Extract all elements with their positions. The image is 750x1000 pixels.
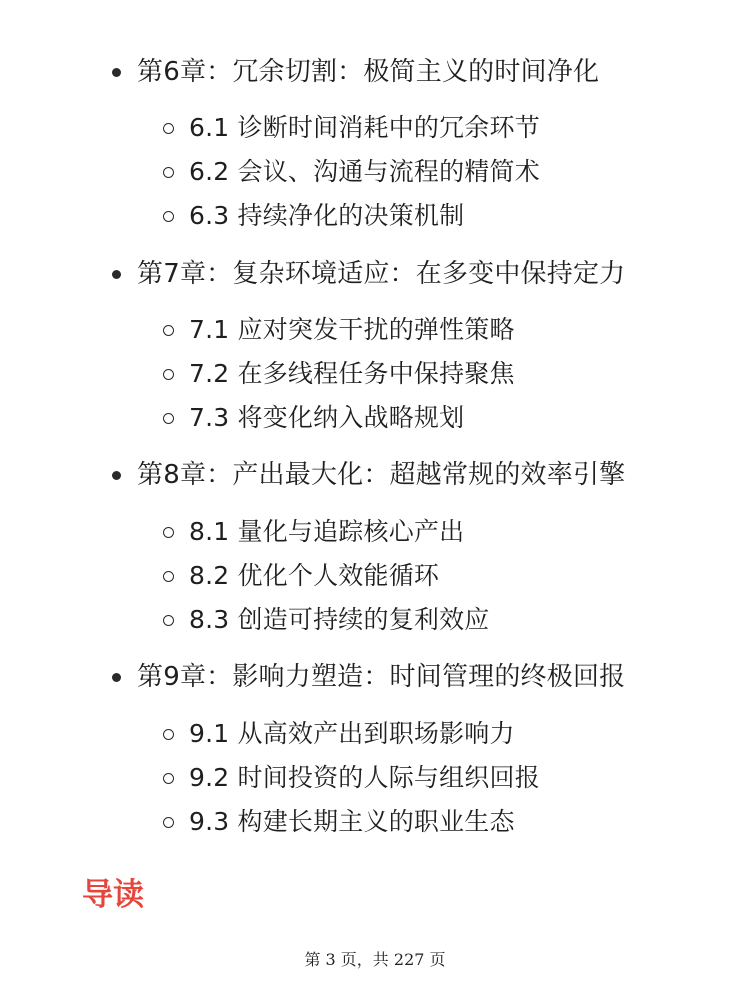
bullet-circle-icon bbox=[163, 413, 174, 424]
section-item bbox=[163, 398, 464, 438]
section-title: 7.3 将变化纳入战略规划 bbox=[189, 403, 465, 432]
chapter-item bbox=[112, 52, 599, 92]
section-title: 6.1 诊断时间消耗中的冗余环节 bbox=[189, 113, 540, 142]
bullet-circle-icon bbox=[163, 527, 174, 538]
section-title: 6.2 会议、沟通与流程的精简术 bbox=[189, 157, 540, 186]
section-title: 9.2 时间投资的人际与组织回报 bbox=[189, 763, 540, 792]
section-item bbox=[163, 556, 439, 596]
guide-heading: 导读 bbox=[82, 877, 144, 913]
chapter-item bbox=[112, 455, 625, 495]
bullet-circle-icon bbox=[163, 773, 174, 784]
bullet-circle-icon bbox=[163, 369, 174, 380]
section-item bbox=[163, 600, 490, 640]
chapter-title: 第7章：复杂环境适应：在多变中保持定力 bbox=[137, 259, 626, 289]
section-title: 7.2 在多线程任务中保持聚焦 bbox=[189, 359, 515, 388]
section-item bbox=[163, 758, 540, 798]
bullet-circle-icon bbox=[163, 817, 174, 828]
section-item bbox=[163, 108, 540, 148]
page-number-footer: 第 3 页，共 227 页 bbox=[304, 950, 446, 969]
bullet-disc-icon bbox=[112, 68, 121, 77]
chapter-title: 第8章：产出最大化：超越常规的效率引擎 bbox=[137, 460, 626, 490]
section-item bbox=[163, 714, 515, 754]
section-title: 8.1 量化与追踪核心产出 bbox=[189, 517, 465, 546]
chapter-item bbox=[112, 254, 625, 294]
bullet-circle-icon bbox=[163, 571, 174, 582]
bullet-disc-icon bbox=[112, 471, 121, 480]
bullet-circle-icon bbox=[163, 167, 174, 178]
section-title: 9.3 构建长期主义的职业生态 bbox=[189, 807, 515, 836]
section-item bbox=[163, 152, 540, 192]
section-item bbox=[163, 802, 515, 842]
bullet-circle-icon bbox=[163, 729, 174, 740]
section-title: 7.1 应对突发干扰的弹性策略 bbox=[189, 315, 515, 344]
bullet-circle-icon bbox=[163, 123, 174, 134]
bullet-disc-icon bbox=[112, 673, 121, 682]
section-title: 6.3 持续净化的决策机制 bbox=[189, 201, 465, 230]
section-title: 9.1 从高效产出到职场影响力 bbox=[189, 719, 515, 748]
bullet-disc-icon bbox=[112, 270, 121, 279]
chapter-item bbox=[112, 657, 625, 697]
section-item bbox=[163, 354, 515, 394]
bullet-circle-icon bbox=[163, 325, 174, 336]
section-title: 8.2 优化个人效能循环 bbox=[189, 561, 440, 590]
chapter-title: 第9章：影响力塑造：时间管理的终极回报 bbox=[137, 662, 626, 692]
section-item bbox=[163, 310, 515, 350]
chapter-title: 第6章：冗余切割：极简主义的时间净化 bbox=[137, 57, 600, 87]
section-item bbox=[163, 196, 464, 236]
bullet-circle-icon bbox=[163, 211, 174, 222]
bullet-circle-icon bbox=[163, 615, 174, 626]
section-item bbox=[163, 512, 464, 552]
section-title: 8.3 创造可持续的复利效应 bbox=[189, 605, 490, 634]
